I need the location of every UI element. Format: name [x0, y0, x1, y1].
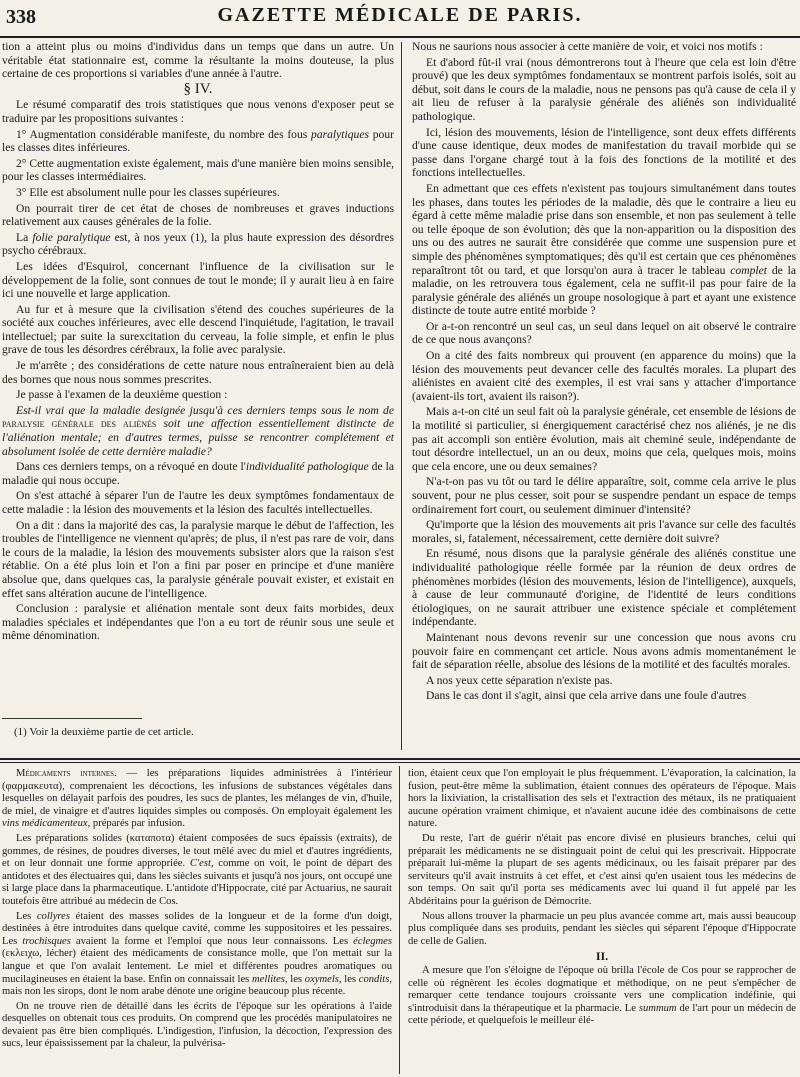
italic-run: mellites: [251, 973, 285, 985]
text-run: de la maladie qui nous occupe.: [2, 460, 394, 487]
text-run: Les préparations solides (καταποτα) étaient composées de sucs épaissis (extraits), de gommes, de résines, de poudres diverses, le tout mêlé avec du miel et d'autres ingrédients, et on leur donnait une forme appropriée.: [2, 832, 392, 870]
page-number: 338: [6, 6, 36, 28]
paragraph: On ne trouve rien de détaillé dans les écrits de l'époque sur les opérations à l'aide desquelles on obtenait tous ces produits. On comprend que les procédés manipulatoires ne devaient pas être bien compliqués. L'indigestion, l'infusion, la décoction, l'expression des sucs, leur épaississement par la chaleur, la pulvérisa-: [2, 1000, 392, 1050]
text-run: (εκλειχω, lécher) étaient des médicaments de consistance molle, que l'on mettait sur la langue et que l'on avalait lentement. Le miel et différentes poudres aromatiques ou mucilagineuses en étaient la base. Enfin on connaissait les: [2, 948, 392, 985]
text-run: étaient des masses solides de la longueur et de la forme d'un doigt, destinées à être introduites dans quelque cavité, comme les suppositoires et les pessaires. Les: [2, 910, 392, 947]
text-run: pour les classes dites inférieures.: [2, 127, 394, 155]
column-divider: [399, 766, 400, 1074]
italic-run: trochisques: [22, 935, 71, 947]
footnote-divider: [2, 718, 142, 719]
text-run: , comme on voit, le point de départ des antidotes et des électuaires qui, dans les siècles suivants et jusqu'à nos jours, ont occupé une si large place dans la pharmaceutique. L'antidote d'Hippocrate, cité par Actuarius, ne saurait toutefois être attribué au médecin de Cos.: [2, 858, 392, 907]
feuilleton-rule-thin: [0, 762, 800, 763]
italic-run: C'est: [189, 858, 211, 870]
text-run: avaient la forme et l'emploi que nous leur connaissons. Les: [70, 935, 354, 947]
paragraph: On s'est attaché à séparer l'un de l'autre les deux symptômes fondamentaux de cette maladie : la lésion des mouvements et la lésion des facultés intellectuelles.: [2, 489, 394, 516]
paragraph: Du reste, l'art de guérir n'était pas encore divisé en plusieurs branches, celui qui préparait les médicaments ne se distinguait point de celui qui les prescrivait. Hippocrate préparait lui-même la plupart de ses agents médicinaux, ou les faisait préparer par des serviteurs qu'il avait instruits à cet effet, et c'est ainsi qu'en usaient tous les médecins de son temps. On sait qu'il porta ses médicaments avec lui quand il fut appelé par les Abdéritains pour la guérison de Démocrite.: [408, 832, 796, 907]
paragraph: [2, 768, 392, 831]
italic-run: condits: [358, 973, 390, 985]
paragraph: tion a atteint plus ou moins d'individus dans un temps que dans un autre. Un véritable état stationnaire est, comme la résultante la moins douteuse, la plus certaine de ces proportions si variables d'une année à l'autre.: [2, 40, 394, 81]
paragraph: [2, 128, 394, 155]
paragraph: Maintenant nous devons revenir sur une concession que nous avons cru pouvoir faire en commençant cet article. Nous avons admis momentanément le fait de séparation réelle, absolue des lésions de la motilité et des facultés morales.: [412, 630, 796, 672]
journal-title: GAZETTE MÉDICALE DE PARIS.: [217, 4, 583, 26]
text-run: A mesure que l'on s'éloigne de l'époque où brilla l'école de Cos pour se rapprocher de celle où régnèrent les écoles dogmatique et méthodique, on ne peut s'empêcher de remarquer cette tendance toujours croissante vers une complication indéfinie, qui s'introduisit dans la thérapeutique et la pharmacie. Le: [408, 964, 796, 1014]
bottom-right-column: [408, 768, 796, 1074]
italic-run: summum: [638, 1002, 677, 1014]
paragraph: Qu'importe que la lésion des mouvements ait pris l'avance sur celle des facultés morales, si, fatalement, nécessairement, cette dernière doit suivre?: [412, 518, 796, 545]
text-run: , les: [338, 973, 359, 985]
paragraph: [2, 231, 394, 258]
paragraph: Je m'arrête ; des considérations de cette nature nous entraîneraient bien au delà des bornes que nous nous sommes prescrites.: [2, 359, 394, 386]
text-run: Est-il vrai que la maladie designée jusqu'à ces derniers temps sous le nom de: [16, 403, 394, 417]
page-header: [0, 0, 800, 38]
italic-run: complet: [730, 263, 767, 277]
paragraph: On a cité des faits nombreux qui prouvent (en apparence du moins) que la lésion des mouvements peut devancer celle des facultés morales. La plupart des aliénistes en avaient cité des exemples, il est vrai sans y attacher d'importance (avaient-ils tort, avaient ils raison?).: [412, 349, 796, 403]
question-paragraph: [2, 404, 394, 458]
paragraph: Les idées d'Esquirol, concernant l'influence de la civilisation sur le développement de la folie, sont connues de tout le monde; il y aurait lieu à en faire ici une nouvelle et large application.: [2, 259, 394, 301]
text-run: La: [16, 230, 33, 244]
top-left-column: [2, 40, 394, 700]
paragraph: Conclusion : paralysie et aliénation mentale sont deux faits morbides, deux maladies spéciales et indépendantes que l'on a eu tort de réunir sous une seule et même dénomination.: [2, 602, 394, 643]
paragraph: On a dit : dans la majorité des cas, la paralysie marque le début de l'affection, les troubles de l'intelligence ne viennent qu'après; de plus, il n'est pas rare de voir, dans le cours de la maladie, la lésion des mouvements subsister alors que la raison s'est rétablie. On a été plus loin et l'on a fini par poser en principe et d'une manière absolue que, dans quelques cas, la paralysie générale pouvait exister, et existait en effet sans altération aucune de l'intelligence.: [2, 518, 394, 600]
paragraph: Or a-t-on rencontré un seul cas, un seul dans lequel on ait observé le contraire de ce que nous avançons?: [412, 319, 796, 347]
text-run: , les: [284, 973, 305, 985]
column-divider: [401, 42, 402, 750]
footnote: (1) Voir la deuxième partie de cet article.: [14, 726, 194, 738]
text-run: Les: [16, 910, 37, 922]
bottom-left-column: [2, 768, 392, 1074]
italic-run: vins médicamenteux: [2, 818, 88, 830]
paragraph: A nos yeux cette séparation n'existe pas.: [426, 673, 613, 687]
italic-run: collyres: [36, 910, 70, 922]
text-run: 1° Augmentation considérable manifeste, du nombre des fous: [16, 127, 312, 141]
paragraph: [2, 833, 392, 909]
paragraph: [408, 965, 796, 1028]
paragraph: 2° Cette augmentation existe également, mais d'une manière bien moins sensible, pour les classes intermédiaires.: [2, 156, 394, 184]
italic-run: individualité pathologique: [245, 460, 369, 474]
italic-run: folie paralytique: [32, 230, 111, 244]
section-heading: § IV.: [183, 80, 213, 97]
text-run: — les préparations liquides administrées à l'intérieur (φαρμακευτα), comprenaient les décoctions, les infusions de substances végétales dans lesquelles on délayait parfois des poudres, les sucs de plantes, les mélanges de vin, d'huile, de miel, de vinaigre et d'autres liquides simples ou composés. On employait également les: [2, 768, 392, 817]
italic-run: oxymels: [304, 973, 339, 985]
paragraph: tion, étaient ceux que l'on employait le plus fréquemment. L'évaporation, la calcination, la fusion, peut-être même la sublimation, étaient connues des opérateurs de l'époque. Mais hors la lixiviation, la cristallisation des sels et l'extraction des métaux, ils ne pratiquaient aucune opération vraiment chimique, et n'avaient aucune idée des combinaisons de cette nature.: [408, 768, 796, 830]
paragraph: [412, 182, 796, 318]
top-right-column: [412, 40, 796, 752]
text-run: de l'art pour un médecin de cette période, et quelquefois le meilleur élé-: [408, 1002, 796, 1027]
paragraph: Ici, lésion des mouvements, lésion de l'intelligence, sont deux effets différents d'une cause identique, deux modes de manifestation du travail morbide qui se passe dans l'organe chargé tout à la fois des fonctions de la motilité et des fonctions intellectuelles.: [412, 125, 796, 180]
text-run: soit une affection essentiellement distincte de l'aliénation mentale; en d'autres termes, puisse se rencontrer complétement et absolument isolée de cette dernière maladie?: [2, 417, 394, 458]
text-run: , mais non les sirops, dont le nom arabe dénote une origine beaucoup plus récente.: [2, 973, 392, 998]
paragraph: Je passe à l'examen de la deuxième question :: [16, 388, 228, 402]
italic-run: éclegmes: [353, 935, 392, 947]
smallcaps-run: Médicaments internes.: [16, 768, 117, 779]
paragraph: 3° Elle est absolument nulle pour les classes supérieures.: [16, 185, 280, 199]
paragraph: On pourrait tirer de cet état de choses de nombreuses et graves inductions relativement aux causes générales de la folie.: [2, 201, 394, 229]
paragraph: [2, 911, 392, 999]
text-run: , préparés par infusion.: [87, 818, 185, 830]
paragraph: [2, 460, 394, 487]
smallcaps-run: paralysie générale des aliénés: [2, 417, 157, 431]
paragraph: Mais a-t-on cité un seul fait où la paralysie générale, cet ensemble de lésions de la motilité si particulier, si énergiquement caractérisé chez nos aliénés, je ne dis pas ait accompli son entière évolution, mais ait cheminé seule, indépendante de tout désordre intellectuel, un an ou deux, moins que cela, quelques mois, moins que cela encore, une ou deux semaines?: [412, 405, 796, 473]
paragraph: Dans le cas dont il s'agit, ainsi que cela arrive dans une foule d'autres: [426, 689, 747, 703]
paragraph: En résumé, nous disons que la paralysie générale des aliénés constitue une individualité pathologique réelle formée par la réunion de deux ordres de phénomènes morbides (lésion des mouvements, lésion de l'intelligence), auxquels, à cause de leur communauté d'origine, de l'identité de leurs conditions étiologiques, on ne saurait attribuer une existence spéciale et complétement indépendante.: [412, 547, 796, 629]
paragraph: Nous allons trouver la pharmacie un peu plus avancée comme art, mais aussi beaucoup plus compliquée dans ses produits, pendant les siècles qui séparent l'époque d'Hippocrate de celle de Galien.: [408, 910, 796, 947]
paragraph: Et d'abord fût-il vrai (nous démontrerons tout à l'heure que cela est loin d'être prouvé) que les deux symptômes fondamentaux se montrent parfois isolés, soit au début, soit dans le cours de la maladie, nous ne pensons pas qu'à cause de cela il y ait lieu de refuser à la paralysie générale des aliénés son individualité pathologique.: [412, 55, 796, 123]
italic-run: paralytiques: [311, 127, 369, 141]
paragraph: Au fur et à mesure que la civilisation s'étend des couches supérieures de la société aux couches inférieures, avec elle descend l'inquiétude, l'agitation, le travail intellectuel; par suite la surexcitation du cerveau, la folie simple, et enfin le plus grave de tous les désordres cérébraux, la folie avec paralysie.: [2, 302, 394, 357]
text-run: de la maladie, on les retrouvera tous également, cela ne suffit-il pas pour faire de la paralysie générale des aliénés un groupe nosologique à part et ayant une existence distincte de toute autre entité morbide ?: [412, 263, 796, 318]
text-run: Dans ces derniers temps, on a révoqué en doute l': [16, 460, 246, 474]
paragraph: N'a-t-on pas vu tôt ou tard le délire apparaître, soit, comme cela arrive le plus souvent, pour ne plus cesser, soit pour se suspendre pendant un espace de temps ordinairement fort court, ou seulement diminuer d'intensité?: [412, 475, 796, 516]
paragraph: Nous ne saurions nous associer à cette manière de voir, et voici nos motifs :: [412, 40, 763, 53]
section-heading: II.: [595, 949, 609, 964]
feuilleton-rule: [0, 758, 800, 760]
text-run: En admettant que ces effets n'existent pas toujours simultanément dans toutes les phases, dans toutes les périodes de la maladie, dès que le contraire a lieu eu égard à cette même maladie prise dans son ensemble, et non pas seulement à telle ou telle époque de son évolution; dès que la non-apparition ou la disposition des uns ou des autres ne saurait être considérée que comme une suspension pure et simple des phénomènes symptomatiques; dès qu'il est certain que ces phénomènes reparaîtront tôt ou tard, et que lorsqu'on aura à tracer le tableau: [412, 181, 796, 277]
paragraph: Le résumé comparatif des trois statistiques que nous venons d'exposer peut se traduire par les propositions suivantes :: [2, 98, 394, 125]
text-run: est, à nos yeux (1), la plus haute expression des désordres psycho cérébraux.: [2, 230, 394, 258]
